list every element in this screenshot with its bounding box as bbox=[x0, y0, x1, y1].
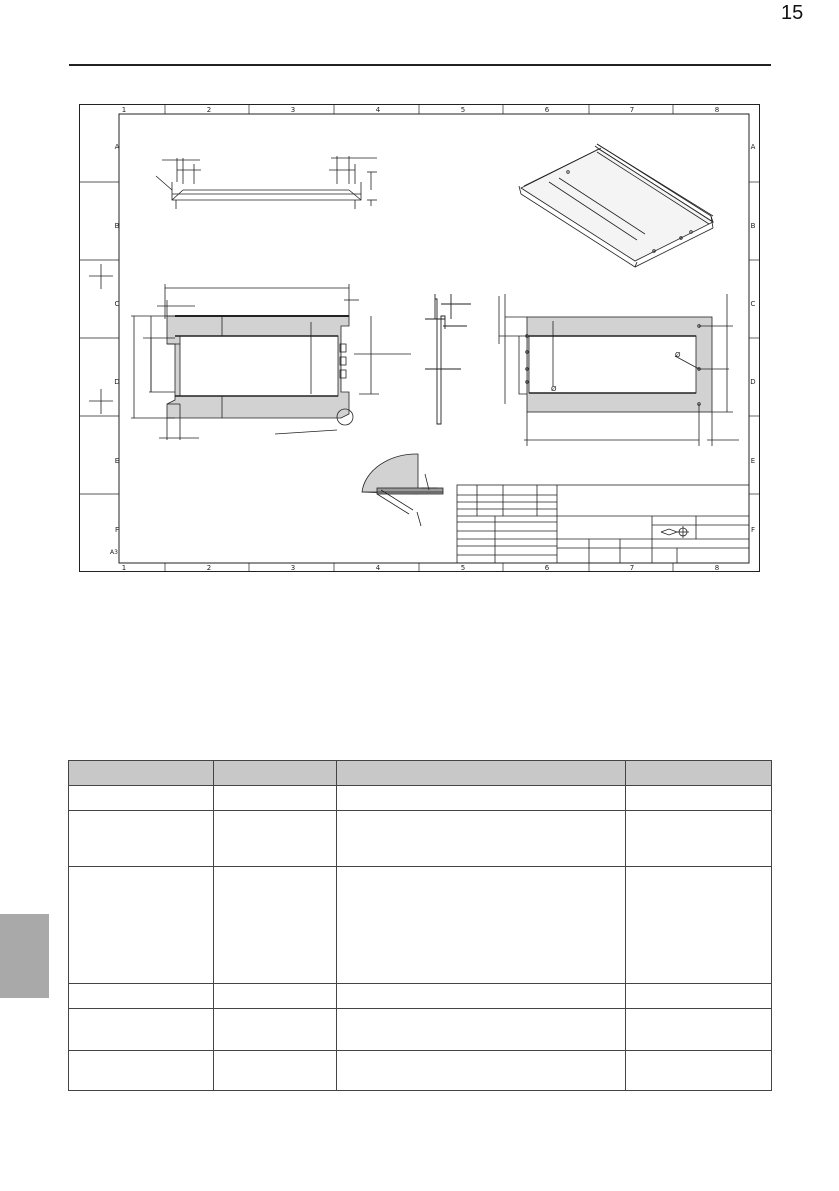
technical-drawing bbox=[79, 104, 760, 572]
spec-table bbox=[68, 760, 772, 1091]
zone-row-e-right: E bbox=[750, 457, 756, 465]
table-row bbox=[69, 1009, 772, 1051]
table-cell bbox=[337, 1051, 626, 1091]
table-row bbox=[69, 811, 772, 867]
table-cell bbox=[69, 811, 214, 867]
zone-col-7-top: 7 bbox=[629, 106, 635, 114]
zone-col-2-top: 2 bbox=[206, 106, 212, 114]
zone-row-f-right: F bbox=[750, 526, 756, 534]
registration-marks bbox=[89, 264, 113, 414]
zone-row-e-left: E bbox=[114, 457, 120, 465]
header-rule bbox=[69, 64, 771, 66]
zone-col-2-bottom: 2 bbox=[206, 564, 212, 572]
table-cell bbox=[337, 786, 626, 811]
zone-col-7-bottom: 7 bbox=[629, 564, 635, 572]
table-cell bbox=[69, 1009, 214, 1051]
zone-row-b-left: B bbox=[114, 222, 120, 230]
side-section bbox=[425, 294, 471, 424]
page-number: 15 bbox=[781, 2, 804, 24]
zone-row-b-right: B bbox=[750, 222, 756, 230]
zone-row-c-left: C bbox=[114, 300, 120, 308]
table-header-row bbox=[69, 761, 772, 786]
table-cell bbox=[626, 1051, 772, 1091]
front-view bbox=[131, 284, 411, 440]
zone-col-4-top: 4 bbox=[375, 106, 381, 114]
back-view bbox=[499, 294, 739, 446]
table-row bbox=[69, 867, 772, 984]
zone-col-4-bottom: 4 bbox=[375, 564, 381, 572]
zone-col-8-bottom: 8 bbox=[714, 564, 720, 572]
zone-row-f-left: F bbox=[114, 526, 120, 534]
zone-row-a-right: A bbox=[750, 143, 756, 151]
table-cell bbox=[337, 867, 626, 984]
zone-col-6-bottom: 6 bbox=[544, 564, 550, 572]
table-row bbox=[69, 1051, 772, 1091]
table-header-cell bbox=[626, 761, 772, 786]
zone-col-8-top: 8 bbox=[714, 106, 720, 114]
table-cell bbox=[626, 1009, 772, 1051]
table-cell bbox=[626, 786, 772, 811]
table-cell bbox=[626, 867, 772, 984]
title-block bbox=[457, 485, 749, 563]
table-cell bbox=[337, 811, 626, 867]
diameter-callout-2: Ø bbox=[551, 385, 557, 393]
table-row bbox=[69, 984, 772, 1009]
table-cell bbox=[626, 811, 772, 867]
zone-col-1-top: 1 bbox=[121, 106, 127, 114]
table-cell bbox=[69, 867, 214, 984]
diameter-callout-1: Ø bbox=[675, 351, 681, 359]
table-row bbox=[69, 786, 772, 811]
table-header-cell bbox=[69, 761, 214, 786]
table-cell bbox=[214, 984, 337, 1009]
sheet-size-label: A3 bbox=[110, 549, 118, 556]
table-cell bbox=[214, 786, 337, 811]
table-cell bbox=[69, 984, 214, 1009]
chapter-side-tab bbox=[0, 914, 49, 998]
zone-col-5-bottom: 5 bbox=[460, 564, 466, 572]
detail-view bbox=[362, 454, 443, 526]
zone-row-d-left: D bbox=[114, 378, 120, 386]
zone-col-6-top: 6 bbox=[544, 106, 550, 114]
zone-col-3-top: 3 bbox=[290, 106, 296, 114]
table-cell bbox=[626, 984, 772, 1009]
table-cell bbox=[214, 1009, 337, 1051]
zone-col-1-bottom: 1 bbox=[121, 564, 127, 572]
zone-row-d-right: D bbox=[750, 378, 756, 386]
table-cell bbox=[214, 867, 337, 984]
table-cell bbox=[337, 984, 626, 1009]
zone-col-3-bottom: 3 bbox=[290, 564, 296, 572]
table-header-cell bbox=[214, 761, 337, 786]
table-cell bbox=[337, 1009, 626, 1051]
table-cell bbox=[69, 1051, 214, 1091]
table-cell bbox=[214, 811, 337, 867]
table-cell bbox=[214, 1051, 337, 1091]
table-cell bbox=[69, 786, 214, 811]
table-header-cell bbox=[337, 761, 626, 786]
isometric-view bbox=[519, 144, 713, 267]
zone-col-5-top: 5 bbox=[460, 106, 466, 114]
zone-row-c-right: C bbox=[750, 300, 756, 308]
zone-row-a-left: A bbox=[114, 143, 120, 151]
top-view bbox=[156, 156, 377, 209]
